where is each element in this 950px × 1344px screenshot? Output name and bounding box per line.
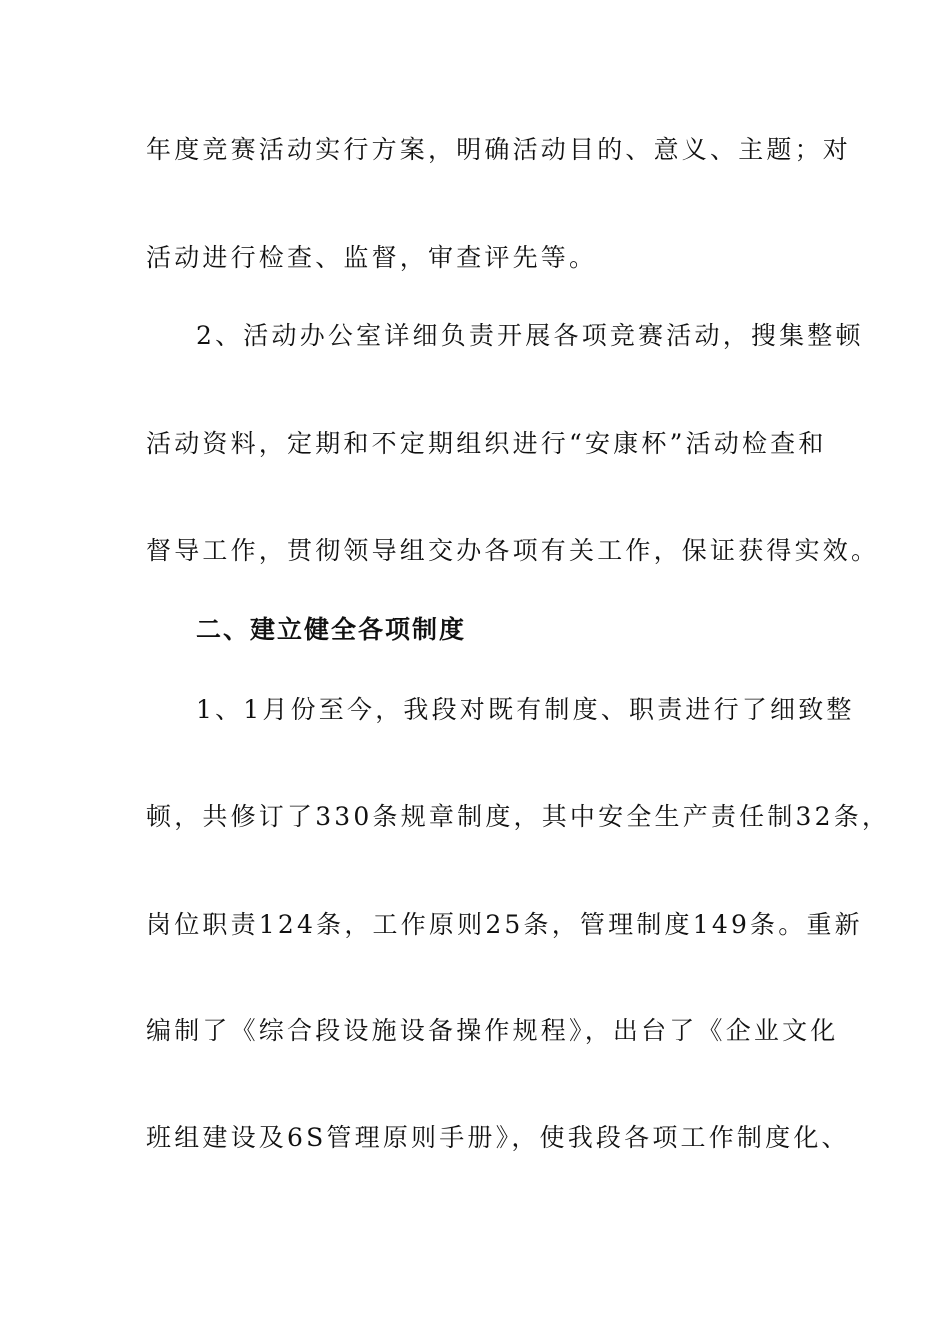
paragraph-line-11: 班组建设及6S管理原则手册》，使我段各项工作制度化、 xyxy=(146,1123,850,1152)
paragraph-line-5: 督导工作，贯彻领导组交办各项有关工作，保证获得实效。 xyxy=(146,536,880,565)
section-heading: 二、建立健全各项制度 xyxy=(196,615,467,644)
paragraph-line-8: 顿，共修订了330条规章制度，其中安全生产责任制32条， xyxy=(146,802,891,831)
paragraph-line-10: 编制了《综合段设施设备操作规程》，出台了《企业文化 xyxy=(146,1016,839,1045)
paragraph-line-9: 岗位职责124条，工作原则25条，管理制度149条。重新 xyxy=(146,910,863,939)
paragraph-line-1: 年度竞赛活动实行方案，明确活动目的、意义、主题；对 xyxy=(146,135,852,164)
paragraph-line-2: 活动进行检查、监督，审查评先等。 xyxy=(146,243,598,272)
paragraph-line-7: 1、1月份至今，我段对既有制度、职责进行了细致整 xyxy=(196,695,855,724)
paragraph-line-4: 活动资料，定期和不定期组织进行“安康杯”活动检查和 xyxy=(146,429,827,458)
paragraph-line-3: 2、活动办公室详细负责开展各项竞赛活动，搜集整顿 xyxy=(196,321,864,350)
